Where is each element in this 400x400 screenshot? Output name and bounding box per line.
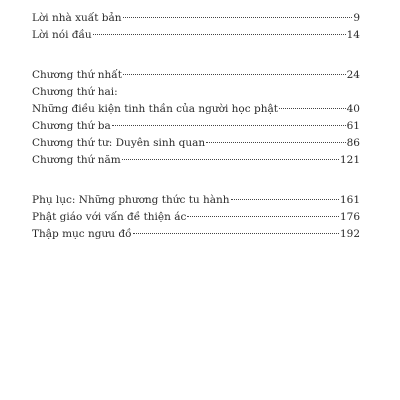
dot-leader [122, 159, 339, 160]
toc-entry-page: 192 [339, 228, 360, 240]
toc-entry [32, 209, 360, 226]
toc-entry-page: 40 [346, 103, 360, 115]
dot-leader [123, 17, 353, 18]
toc-entry [32, 27, 360, 44]
toc-entry-page: 24 [346, 69, 360, 81]
toc-entry [32, 101, 360, 118]
toc-entry-page: 14 [346, 29, 360, 41]
toc-entry [32, 152, 360, 169]
toc-entry-title: Lời nhà xuất bản [32, 12, 122, 24]
toc-entry-title: Chương thứ tư: Duyên sinh quan [32, 137, 206, 149]
dot-leader [231, 199, 339, 200]
dot-leader [123, 74, 346, 75]
toc-entry [32, 10, 360, 27]
dot-leader [187, 216, 339, 217]
toc-entry-title: Phụ lục: Những phương thức tu hành [32, 194, 230, 206]
dot-leader [206, 142, 345, 143]
toc-entry-page: 61 [346, 120, 360, 132]
toc-entry-title: Lời nói đầu [32, 29, 92, 41]
dot-leader [112, 125, 346, 126]
toc-entry [32, 118, 360, 135]
toc-entry [32, 67, 360, 84]
toc-entry-page: 86 [346, 137, 360, 149]
toc-group-chapters [32, 67, 360, 169]
dot-leader [93, 34, 346, 35]
toc-entry-title: Chương thứ ba [32, 120, 111, 132]
toc-entry [32, 135, 360, 152]
toc-entry-title: Phật giáo với vấn đề thiện ác [32, 211, 187, 223]
toc-entry-page: 9 [353, 12, 360, 24]
toc-entry-heading [32, 84, 360, 101]
toc-entry-title: Chương thứ năm [32, 154, 121, 166]
toc-entry [32, 192, 360, 209]
toc-group-front-matter [32, 10, 360, 44]
dot-leader [133, 233, 339, 234]
dot-leader [279, 108, 346, 109]
toc-entry-title: Chương thứ nhất [32, 69, 122, 81]
toc-group-appendix [32, 192, 360, 243]
toc-entry [32, 226, 360, 243]
table-of-contents [32, 10, 360, 243]
toc-entry-title: Những điều kiện tinh thần của người học phật [32, 103, 278, 115]
toc-entry-page: 161 [339, 194, 360, 206]
toc-entry-page: 121 [339, 154, 360, 166]
toc-entry-page: 176 [339, 211, 360, 223]
toc-entry-title: Thập mục ngưu đồ [32, 228, 132, 240]
toc-entry-title: Chương thứ hai: [32, 86, 118, 98]
